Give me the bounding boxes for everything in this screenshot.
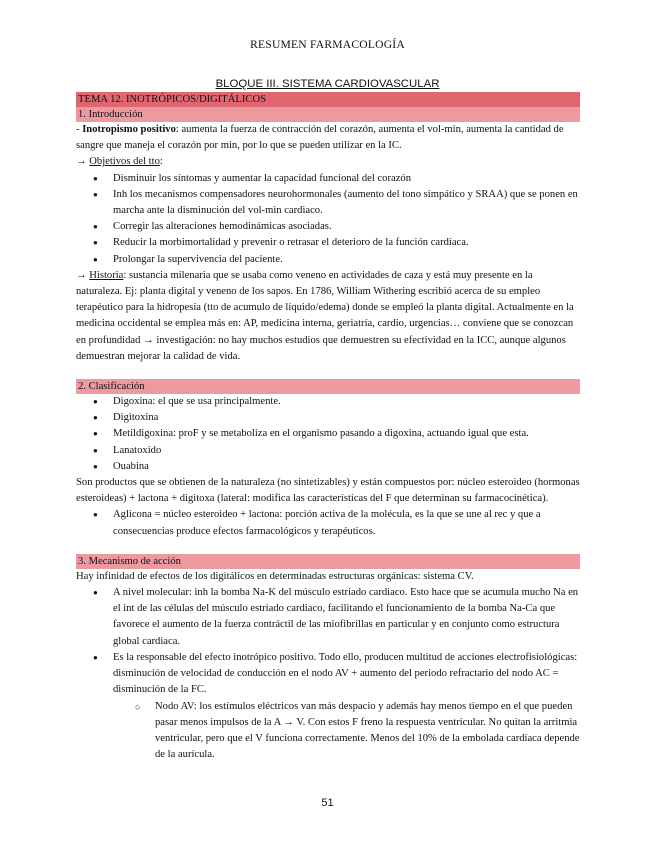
- document-content: [76, 92, 580, 763]
- objectives-label-line: [76, 154, 580, 170]
- page-number: 51: [321, 797, 334, 809]
- objectives-list: [76, 171, 580, 268]
- sub-list-item: ○ Nodo AV: los estímulos eléctricos van más despacio y además hay menos tiempo en el que pueden pasar menos impulsos de la A → V. Con estos F freno la respuesta ventricular. No quitan la arritmia ventricular, pero que el V funciona correctamente. Menos del 10% de la embolada cardíaca depende de la aurícula.: [155, 699, 580, 764]
- classification-list: [76, 394, 580, 475]
- list-item: ● Metildigoxina: proF y se metaboliza en el organismo pasando a digoxina, actuando igual que esta.: [113, 426, 580, 442]
- composition-paragraph: Son productos que se obtienen de la naturaleza (no sintetizables) y están compuestos por: núcleo esteroideo (hormonas esteroideas) + lactona + digitoxa (lateral: modifica las características del F que determinan su farmacocinética).: [76, 477, 580, 505]
- list-item: ● Lanatoxido: [113, 443, 580, 459]
- inotropismo-term: Inotropismo positivo: [82, 124, 176, 135]
- list-item: ● Digoxina: el que se usa principalmente.: [113, 394, 580, 410]
- list-item: ● Aglicona = núcleo esteroideo + lactona: porción activa de la molécula, es la que se une al rec y que a consecuencias produce efectos farmacológicos y terapéuticos.: [113, 507, 580, 539]
- history-paragraph: [76, 268, 580, 365]
- list-item-text: Es la responsable del efecto inotrópico positivo. Todo ello, producen multitud de acciones electrofisiológicas: disminución de velocidad de conducción en el nodo AV + aumento del periodo refractario del nodo AC = disminución de la FC.: [113, 651, 578, 696]
- list-item: [113, 650, 580, 763]
- list-item: ● Inh los mecanismos compensadores neurohormonales (aumento del tono simpático y SRAA) que se ponen en marcha ante la disminución del vol-min cardiaco.: [113, 187, 580, 219]
- list-item: ● Ouabina: [113, 459, 580, 475]
- section-heading-mecanismo: 3. Mecanismo de acción: [76, 554, 580, 569]
- list-item: ● Reducir la morbimortalidad y prevenir o retrasar el deterioro de la función cardíaca.: [113, 235, 580, 251]
- list-item: ● Prolongar la supervivencia del paciente.: [113, 252, 580, 268]
- inotropismo-paragraph: [76, 122, 580, 154]
- section-heading-clasificacion: 2. Clasificación: [76, 379, 580, 394]
- section-heading-introduccion: 1. Introducción: [76, 107, 580, 122]
- arrow-icon: →: [76, 156, 90, 168]
- topic-title: TEMA 12. INOTRÓPICOS/DIGITÁLICOS: [76, 92, 580, 107]
- dash-prefix: -: [76, 124, 83, 135]
- section-spacer: [76, 540, 580, 554]
- mechanism-intro: Hay infinidad de efectos de los digitálicos en determinadas estructuras orgánicas: sistema CV.: [76, 570, 474, 582]
- mechanism-sublist: [113, 699, 580, 764]
- inotropismo-text: : aumenta la fuerza de contracción del corazón, aumenta el vol-min, aumenta la cantidad de sangre que maneja el corazón por min, por lo que se pueden utilizar en la IC.: [76, 124, 564, 152]
- list-item: ● Corregir las alteraciones hemodinámicas asociadas.: [113, 219, 580, 235]
- block-title: BLOQUE III. SISTEMA CARDIOVASCULAR: [215, 78, 440, 90]
- history-label: Historia: [89, 269, 124, 281]
- aglicona-list: [76, 507, 580, 539]
- objectives-colon: :: [159, 156, 163, 168]
- list-item: ● Digitoxina: [113, 410, 580, 426]
- list-item: ● A nivel molecular: inh la bomba Na-K del músculo estriado cardiaco. Esto hace que se acumula mucho Na en el int de las células del músculo estriado cardiaco, facilitando el funcionamiento de la bomba Na-Ca que favorece el aumento de la fuerza contráctil de las miofibrillas en particular y en conjunto como estructura global cardiaca.: [113, 585, 580, 650]
- history-text: : sustancia milenaria que se usaba como veneno en actividades de caza y está muy presente en la naturaleza. Ej: planta digital y veneno de los sapos. En 1786, William Withering escribió acerca de su empleo terapéutico para la hidropesía (tto de acumulo de líquido/edema) donde se empleó la planta digital. Actualmente en la medicina occidental se emplea más en: AP, medicina interna, geriatría, cardio, urgencias… conviene que se conozcan en profundidad → investigación: no hay muchos estudios que demuestren su efectividad en la ICC, aunque algunos demuestran mejorar la calidad de vida.: [76, 269, 574, 362]
- arrow-icon: →: [76, 269, 90, 281]
- list-item: ● Disminuir los síntomas y aumentar la capacidad funcional del corazón: [113, 171, 580, 187]
- section-spacer: [76, 365, 580, 379]
- document-title: RESUMEN FARMACOLOGÍA: [250, 38, 405, 51]
- objectives-label: Objetivos del tto: [89, 156, 160, 168]
- mechanism-list: [76, 585, 580, 763]
